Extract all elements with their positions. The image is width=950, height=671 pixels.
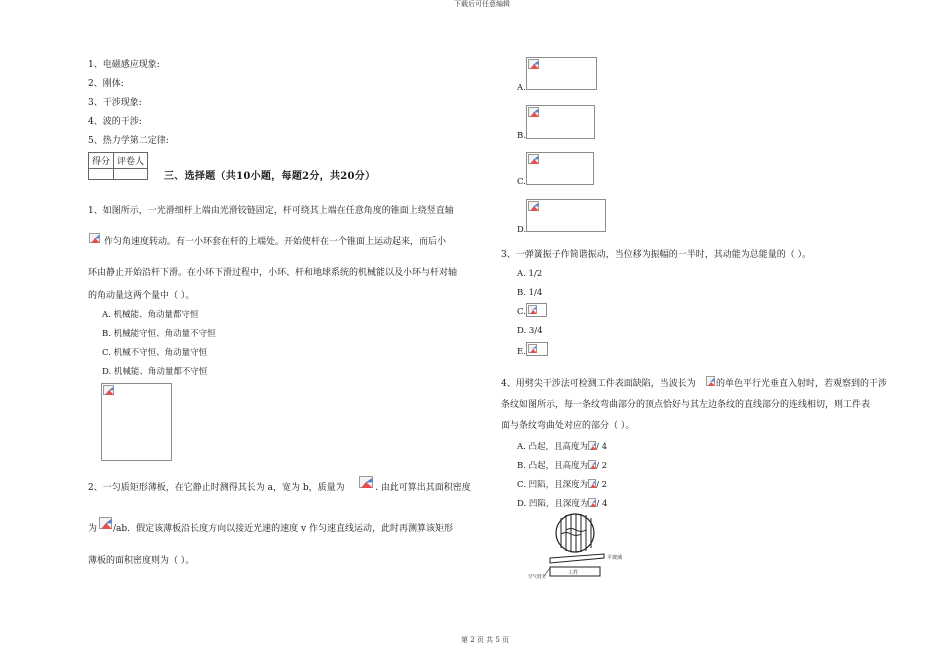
q4-line: 条纹如图所示，每一条纹弯曲部分的顶点恰好与其左边条纹的直线部分的连线相切，则工件表 (501, 400, 871, 410)
broken-image-icon (588, 441, 596, 450)
broken-image-icon (528, 154, 539, 164)
q1-option: A. 机械能、角动量都守恒 (102, 310, 199, 320)
q3-line: 3、一弹簧振子作简谐振动，当位移为振幅的一半时，其动能为总能量的（ ）。 (501, 250, 812, 260)
broken-image-icon (588, 479, 596, 488)
definition-item: 1、电磁感应现象: (88, 60, 160, 70)
q3-option: A. 1/2 (517, 269, 543, 279)
broken-image-icon (528, 201, 539, 211)
q4-option-text: B. 凸起，且高度为 (517, 461, 589, 471)
broken-image-icon (99, 517, 112, 529)
q1-option: C. 机械不守恒、角动量守恒 (102, 348, 208, 358)
q4-option-text: / 2 (596, 461, 608, 471)
option-a-image (526, 57, 597, 90)
score-table (88, 152, 148, 180)
q4-line: 面与条纹弯曲处对应的部分（ ）。 (501, 421, 635, 431)
broken-image-icon (588, 460, 596, 469)
score-label: 得分 (89, 153, 114, 169)
broken-image-icon (588, 498, 596, 507)
broken-image-icon (528, 305, 537, 314)
wedge-interference-figure (528, 512, 638, 584)
option-c-image (526, 152, 594, 185)
grader-cell (114, 169, 148, 180)
page-footer: 第 2 页 共 5 页 (461, 636, 510, 644)
broken-image-icon (103, 385, 114, 395)
option-c-label: C. (517, 177, 526, 187)
q3-option: B. 1/4 (517, 288, 543, 298)
q2-line: 2、一匀质矩形薄板，在它静止时测得其长为 a，宽为 b，质量为 (88, 483, 345, 493)
q4-option (517, 497, 607, 510)
q4-option-text: / 2 (596, 480, 608, 490)
option-b-label: B. (517, 131, 526, 141)
definition-item: 2、刚体: (88, 79, 124, 89)
option-d-image (526, 199, 606, 232)
q4-line: 的单色平行光垂直入射时，若观察到的干涉 (716, 379, 888, 389)
q4-option-text: A. 凸起，且高度为 (517, 442, 589, 452)
q4-option (517, 459, 607, 472)
broken-image-icon (706, 376, 715, 386)
q2-line: 薄板的面积密度则为（ ）。 (88, 556, 195, 566)
q3-option-e-image (526, 342, 548, 356)
q4-option-text: / 4 (596, 442, 608, 452)
broken-image-icon (89, 233, 100, 243)
q4-option (517, 440, 607, 453)
q1-line: 的角动量这两个量中（ ）。 (88, 291, 195, 301)
fringe-view-circle (556, 514, 594, 552)
q1-line: 环由静止开始沿杆下滑。在小环下滑过程中，小环、杆和地球系统的机械能以及小环与杆对轴 (88, 268, 458, 278)
q4-option-text: D. 凹陷，且深度为 (517, 499, 589, 509)
broken-image-icon (359, 476, 373, 488)
broken-image-icon (528, 344, 537, 353)
option-b-image (526, 105, 595, 139)
q4-option (517, 478, 607, 491)
q3-option: E. (517, 347, 526, 357)
page-header: 下载后可任意编辑 (454, 0, 510, 8)
q2-line: /ab．假定该薄板沿长度方向以接近光速的速度 v 作匀速直线运动，此时再测算该矩形 (113, 524, 453, 534)
fringe-lines (561, 514, 591, 552)
definition-item: 5、热力学第二定律: (88, 136, 169, 146)
q2-line: 为 (88, 524, 98, 534)
glass-plate (550, 554, 604, 563)
definition-item: 3、干涉现象: (88, 98, 142, 108)
score-cell (89, 169, 114, 180)
air-wedge-pointer (544, 568, 550, 576)
workpiece-label: 工件 (568, 570, 579, 576)
q4-option-text: C. 凹陷，且深度为 (517, 480, 589, 490)
option-d-label: D. (517, 225, 527, 235)
definition-item: 4、波的干涉: (88, 117, 142, 127)
q3-option: D. 3/4 (517, 326, 543, 336)
glass-plate-label: 平玻璃 (607, 555, 623, 561)
q1-line: 作匀角速度转动。有一小环套在杆的上端处。开始使杆在一个锥面上运动起来，而后小 (104, 237, 447, 247)
grader-label: 评卷人 (114, 153, 148, 169)
q1-option: D. 机械能、角动量都不守恒 (102, 367, 208, 377)
air-wedge-label: 空气劈尖 (528, 575, 546, 580)
q3-option-c-image (526, 303, 547, 317)
q2-line: . 由此可算出其面积密度 (375, 483, 471, 493)
q4-line: 4、用劈尖干涉法可检测工件表面缺陷，当波长为 (501, 379, 696, 389)
option-a-label: A. (517, 83, 526, 93)
section-title: 三、选择题（共10小题，每题2分，共20分） (164, 171, 376, 182)
q1-figure-placeholder (101, 383, 172, 461)
q4-option-text: / 4 (596, 499, 608, 509)
q3-option: C. (517, 307, 526, 317)
q1-line: 1、如图所示，一光滑细杆上端由光滑铰链固定，杆可绕其上端在任意角度的锥面上绕竖直轴 (88, 206, 454, 216)
broken-image-icon (528, 59, 539, 69)
broken-image-icon (528, 107, 539, 117)
q1-option: B. 机械能守恒、角动量不守恒 (102, 329, 216, 339)
